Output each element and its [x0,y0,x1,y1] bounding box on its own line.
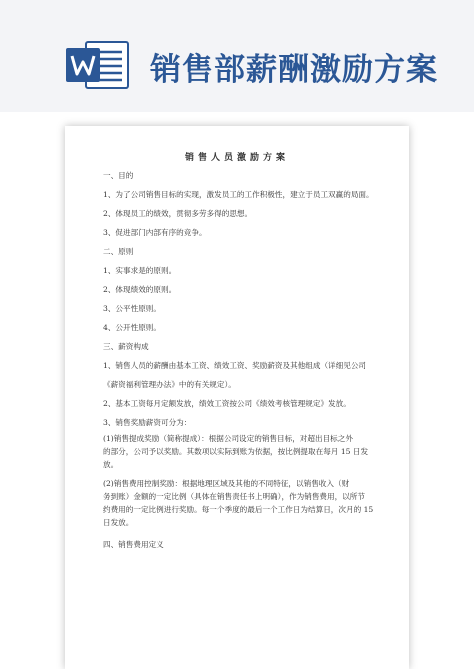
banner [0,0,474,112]
paragraph-line: 1、实事求是的原则。 [103,266,177,275]
commission-paragraph [103,432,385,471]
section-heading: 四、销售费用定义 [103,540,164,549]
document-title: 销售人员激励方案 [184,153,289,163]
cost-control-paragraph [103,477,385,529]
section-heading: 三、薪资构成 [103,342,149,351]
paragraph-line: (2)销售费用控制奖励：根据地理区域及其他的不同特征，以销售收入（财 [103,479,350,488]
banner-title: 销售部薪酬激励方案 [150,52,438,88]
paragraph-line: 《薪资福利管理办法》中的有关规定）。 [103,380,236,389]
paragraph-line: 1、为了公司销售目标的实现，激发员工的工作积极性，建立于员工双赢的局面。 [103,190,374,199]
paragraph-line: 4、公开性原则。 [103,323,161,332]
paragraph-line: 约费用的一定比例进行奖励。每一个季度的最后一个工作日为结算日，次月的 15 [103,505,374,514]
paragraph-line: 3、销售奖励薪资可分为： [103,418,192,427]
section-heading: 二、原则 [103,247,134,256]
paragraph-line: 务到账）金额的一定比例（具体在销售责任书上明确），作为销售费用，以所节 [103,492,365,501]
paragraph-line: 的部分，公司予以奖励。其数项以实际到账为依据，按比例提取在每月 15 日发 [103,447,369,456]
paragraph-line: 3、公平性原则。 [103,304,161,313]
section-heading: 一、目的 [103,171,134,180]
paragraph-line: 2、体现员工的绩效，贯彻多劳多得的思想。 [103,209,253,218]
paragraph-line: 放。 [103,460,119,469]
paragraph-line: 2、基本工资每月定额发放，绩效工资按公司《绩效考核管理规定》发放。 [103,399,351,408]
document-body [103,166,385,554]
word-document-icon [64,40,130,90]
paragraph-line: 1、销售人员的薪酬由基本工资、绩效工资、奖励薪资及其他组成（详细见公司 [103,361,367,370]
paragraph-line: (1)销售提成奖励（简称提成）：根据公司设定的销售目标，对超出目标之外 [103,434,353,443]
document-page [65,126,409,669]
paragraph-line: 3、促进部门内部有序的竞争。 [103,228,207,237]
paragraph-line: 2、体现绩效的原则。 [103,285,177,294]
paragraph-line: 日发放。 [103,518,134,527]
